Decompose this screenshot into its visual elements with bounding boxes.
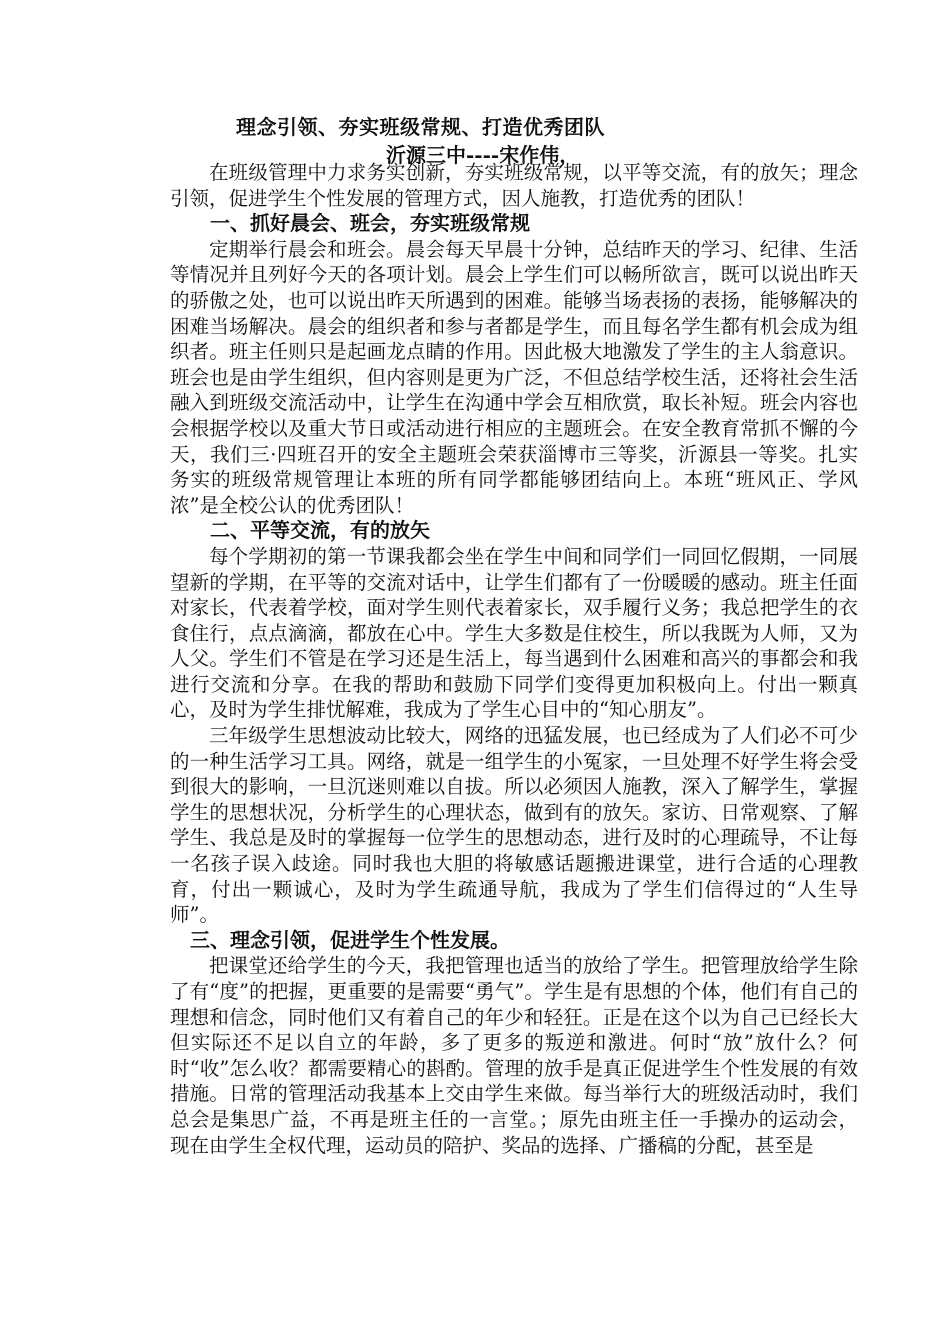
- document-author: 沂源三中----宋作伟，: [386, 143, 580, 167]
- section-1-heading: 一、抓好晨会、班会，夯实班级常规: [210, 211, 530, 236]
- section-1-paragraph-1: 定期举行晨会和班会。晨会每天早晨十分钟，总结昨天的学习、纪律、生活等情况并且列好今天的各项计划。晨会上学生们可以畅所欲言，既可以说出昨天的骄傲之处，也可以说出昨天所遇到的困难。能够当场表扬的表扬，能够解决的困难当场解决。晨会的组织者和参与者都是学生，而且每名学生都有机会成为组织者。班主任则只是起画龙点睛的作用。因此极大地激发了学生的主人翁意识。班会也是由学生组织，但内容则是更为广泛，不但总结学校生活，还将社会生活融入到班级交流活动中，让学生在沟通中学会互相欣赏，取长补短。班会内容也会根据学校以及重大节日或活动进行相应的主题班会。在安全教育常抓不懈的今天，我们三·四班召开的安全主题班会荣获淄博市三等奖，沂源县一等奖。扎实务实的班级常规管理让本班的所有同学都能够团结向上。本班“班风正、学风浓”是全校公认的优秀团队！: [170, 237, 858, 517]
- section-2-heading: 二、平等交流，有的放矢: [210, 518, 430, 543]
- section-3-paragraph-1: 把课堂还给学生的今天，我把管理也适当的放给了学生。把管理放给学生除了有“度”的把握，更重要的是需要“勇气”。学生是有思想的个体，他们有自己的理想和信念，同时他们又有着自己的年少和轻狂。正是在这个以为自己已经长大但实际还不足以自立的年龄，多了更多的叛逆和激进。何时“放”放什么？何时“收”怎么收？都需要精心的斟酌。管理的放手是真正促进学生个性发展的有效措施。日常的管理活动我基本上交由学生来做。每当举行大的班级活动时，我们总会是集思广益，不再是班主任的一言堂。；原先由班主任一手操办的运动会，现在由学生全权代理，运动员的陪护、奖品的选择、广播稿的分配，甚至是: [170, 954, 858, 1157]
- intro-paragraph: 在班级管理中力求务实创新，夯实班级常规，以平等交流，有的放矢；理念引领，促进学生个性发展的管理方式，因人施教，打造优秀的团队！: [170, 161, 858, 210]
- section-3-heading: 三、理念引领，促进学生个性发展。: [190, 927, 510, 952]
- document-body: [170, 160, 858, 1158]
- document-title: 理念引领、夯实班级常规、打造优秀团队: [236, 115, 605, 139]
- section-2-paragraph-1: 每个学期初的第一节课我都会坐在学生中间和同学们一同回忆假期，一同展望新的学期，在平等的交流对话中，让学生们都有了一份暖暖的感动。班主任面对家长，代表着学校，面对学生则代表着家长，双手履行义务；我总把学生的衣食住行，点点滴滴，都放在心中。学生大多数是住校生，所以我既为人师，又为人父。学生们不管是在学习还是生活上，每当遇到什么困难和高兴的事都会和我进行交流和分享。在我的帮助和鼓励下同学们变得更加积极向上。付出一颗真心，及时为学生排忧解难，我成为了学生心目中的“知心朋友”。: [170, 544, 858, 722]
- section-2-paragraph-2: 三年级学生思想波动比较大，网络的迅猛发展，也已经成为了人们必不可少的一种生活学习工具。网络，就是一组学生的小冤家，一旦处理不好学生将会受到很大的影响，一旦沉迷则难以自拔。所以必须因人施教，深入了解学生，掌握学生的思想状况，分析学生的心理状态，做到有的放矢。家访、日常观察、了解学生、我总是及时的掌握每一位学生的思想动态，进行及时的心理疏导，不让每一名孩子误入歧途。同时我也大胆的将敏感话题搬进课堂，进行合适的心理教育，付出一颗诚心，及时为学生疏通导航，我成为了学生们信得过的“人生导师”。: [170, 724, 858, 927]
